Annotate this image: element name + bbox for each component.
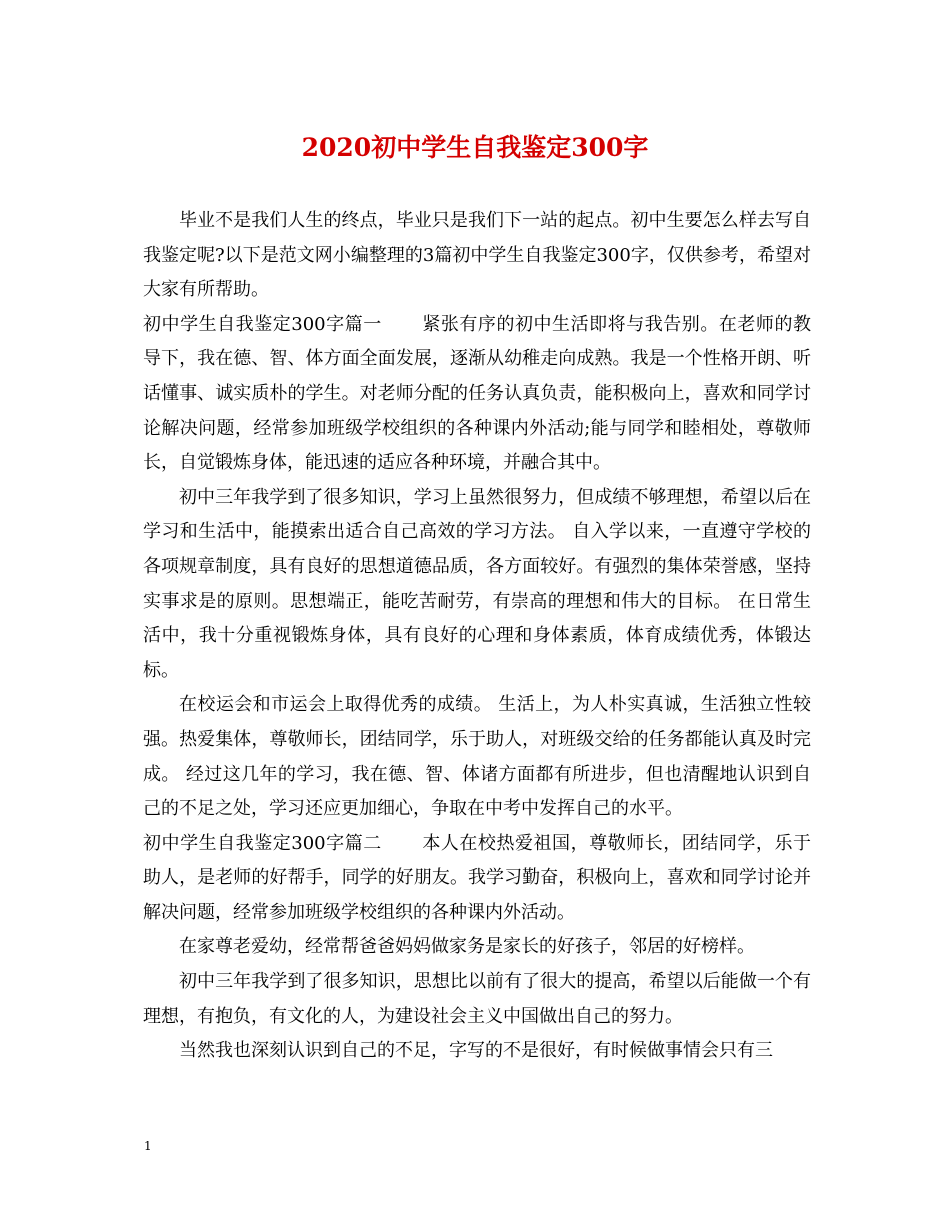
document-body [143,204,811,1069]
section-one-paragraph [143,308,811,481]
document-title: 2020初中学生自我鉴定300字 [301,133,649,162]
section-one-text: 紧张有序的初中生活即将与我告别。在老师的教导下，我在德、智、体方面全面发展，逐渐从幼稚走向成熟。我是一个性格开朗、听话懂事、诚实质朴的学生。对老师分配的任务认真负责，能积极向上，喜欢和同学讨论解决问题，经常参加班级学校组织的各种课内外活动;能与同学和睦相处，尊敬师长，自觉锻炼身体，能迅速的适应各种环境，并融合其中。 [143,313,812,474]
study-paragraph: 初中三年我学到了很多知识，学习上虽然很努力，但成绩不够理想，希望以后在学习和生活中，能摸索出适合自己高效的学习方法。 自入学以来，一直遵守学校的各项规章制度，具有良好的思想道德品质，各方面较好。有强烈的集体荣誉感，坚持实事求是的原则。思想端正，能吃苦耐劳，有崇高的理想和伟大的目标。 在日常生活中，我十分重视锻炼身体，具有良好的心理和身体素质，体育成绩优秀，体锻达标。 [143,486,811,681]
section-two-heading: 初中学生自我鉴定300字篇二 [143,832,382,854]
page-number: 1 [144,1139,152,1153]
home-paragraph: 在家尊老爱幼，经常帮爸爸妈妈做家务是家长的好孩子，邻居的好榜样。 [179,936,755,958]
sports-paragraph: 在校运会和市运会上取得优秀的成绩。 生活上，为人朴实真诚，生活独立性较强。热爱集体，尊敬师长，团结同学，乐于助人，对班级交给的任务都能认真及时完成。 经过这几年的学习，我在德、智、体诸方面都有所进步，但也清醒地认识到自己的不足之处，学习还应更加细心，争取在中考中发挥自己的水平。 [143,694,811,820]
intro-paragraph: 毕业不是我们人生的终点，毕业只是我们下一站的起点。初中生要怎么样去写自我鉴定呢?以下是范文网小编整理的3篇初中学生自我鉴定300字，仅供参考，希望对大家有所帮助。 [143,210,811,301]
growth-paragraph: 初中三年我学到了很多知识，思想比以前有了很大的提高，希望以后能做一个有理想，有抱负，有文化的人，为建设社会主义中国做出自己的努力。 [143,971,811,1027]
section-two-text: 本人在校热爱祖国，尊敬师长，团结同学，乐于助人，是老师的好帮手，同学的好朋友。我学习勤奋，积极向上，喜欢和同学讨论并解决问题，经常参加班级学校组织的各种课内外活动。 [143,832,812,923]
shortcomings-paragraph: 当然我也深刻认识到自己的不足，字写的不是很好，有时候做事情会只有三 [179,1040,773,1062]
section-one-heading: 初中学生自我鉴定300字篇一 [143,313,382,335]
section-two-paragraph [143,827,811,931]
